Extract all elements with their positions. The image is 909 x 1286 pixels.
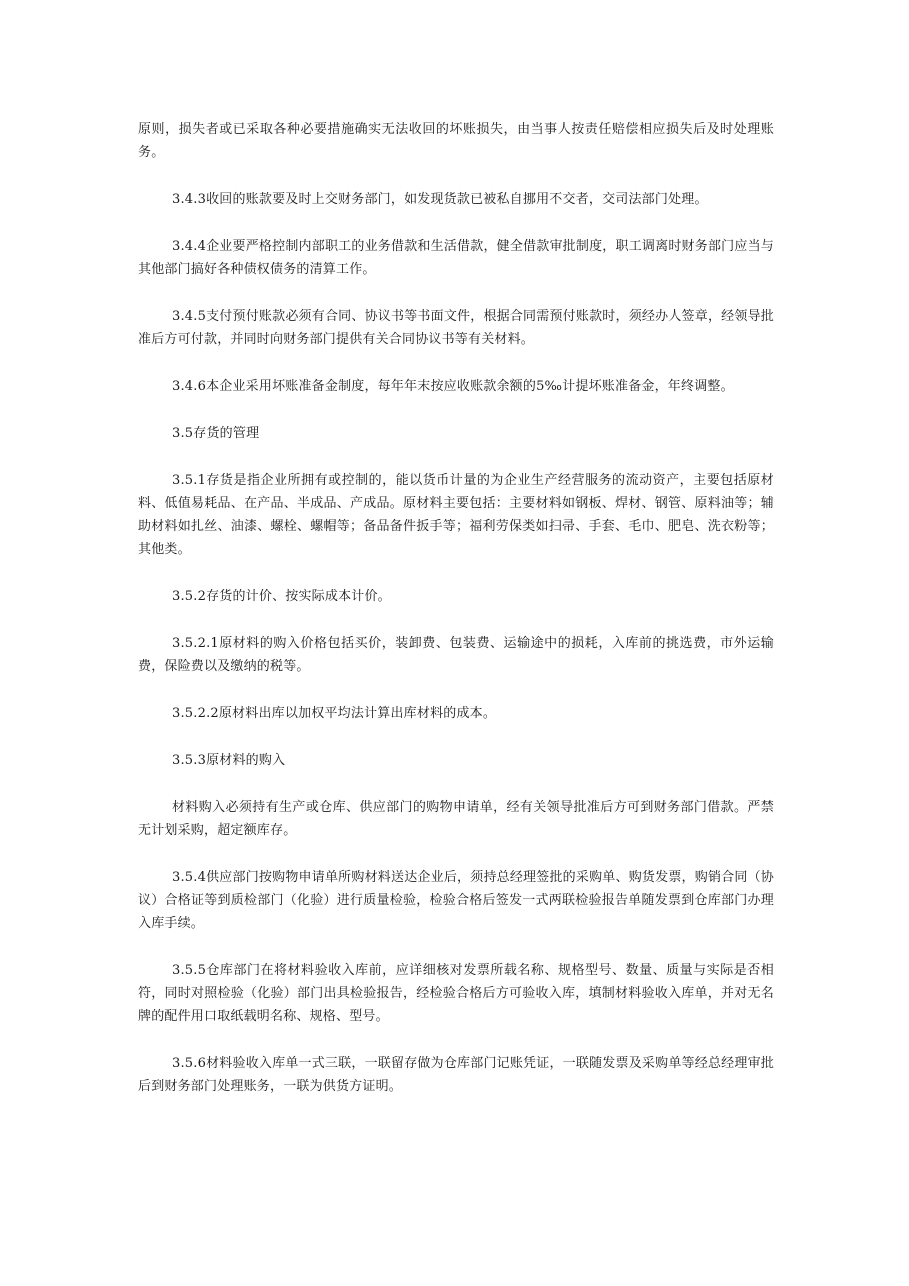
paragraph-3-5-4: 3.5.4供应部门按购物申请单所购材料送达企业后，须持总经理签批的采购单、购货发票，购销合同（协议）合格证等到质检部门（化验）进行质量检验，检验合格后签发一式两联检验报告单随发票到仓库部门办理入库手续。 [138, 870, 774, 931]
section-heading-3-5-3: 3.5.3原材料的购入 [172, 753, 286, 768]
paragraph-3-4-6: 3.4.6本企业采用坏账准备金制度，每年年末按应收账款余额的5‰计提坏账准备金，年终调整。 [172, 379, 734, 394]
paragraph-3-4-3: 3.4.3收回的账款要及时上交财务部门，如发现货款已被私自挪用不交者，交司法部门处理。 [172, 192, 708, 207]
paragraph-3-4-5: 3.4.5支付预付账款必须有合同、协议书等书面文件，根据合同需预付账款时，须经办人签章，经领导批准后方可付款，并同时向财务部门提供有关合同协议书等有关材料。 [138, 309, 774, 347]
section-heading-3-5: 3.5存货的管理 [172, 426, 260, 441]
paragraph-3-5-1: 3.5.1存货是指企业所拥有或控制的，能以货币计量的为企业生产经营服务的流动资产，主要包括原材料、低值易耗品、在产品、半成品、产成品。原材料主要包括：主要材料如钢板、焊材、钢管、原料油等；辅助材料如扎丝、油漆、螺栓、螺帽等；备品备件扳手等；福利劳保类如扫帚、手套、毛巾、肥皂、洗衣粉等；其他类。 [138, 473, 774, 557]
paragraph-bad-debt-principle: 原则，损失者或已采取各种必要措施确实无法收回的坏账损失，由当事人按责任赔偿相应损失后及时处理账务。 [138, 122, 774, 160]
paragraph-material-purchase: 材料购入必须持有生产或仓库、供应部门的购物申请单，经有关领导批准后方可到财务部门借款。严禁无计划采购，超定额库存。 [138, 800, 774, 838]
paragraph-3-5-6: 3.5.6材料验收入库单一式三联，一联留存做为仓库部门记账凭证，一联随发票及采购单等经总经理审批后到财务部门处理账务，一联为供货方证明。 [138, 1056, 774, 1094]
paragraph-3-5-5: 3.5.5仓库部门在将材料验收入库前，应详细核对发票所载名称、规格型号、数量、质量与实际是否相符，同时对照检验（化验）部门出具检验报告，经检验合格后方可验收入库，填制材料验收入库单，并对无名牌的配件用口取纸载明名称、规格、型号。 [138, 963, 774, 1024]
paragraph-3-4-4: 3.4.4企业要严格控制内部职工的业务借款和生活借款，健全借款审批制度，职工调离时财务部门应当与其他部门搞好各种债权债务的清算工作。 [138, 239, 774, 277]
paragraph-3-5-2: 3.5.2存货的计价、按实际成本计价。 [172, 589, 391, 604]
paragraph-3-5-2-1: 3.5.2.1原材料的购入价格包括买价，装卸费、包装费、运输途中的损耗，入库前的挑选费，市外运输费，保险费以及缴纳的税等。 [138, 636, 774, 674]
document-page [138, 118, 774, 1122]
paragraph-3-5-2-2: 3.5.2.2原材料出库以加权平均法计算出库材料的成本。 [172, 706, 497, 721]
